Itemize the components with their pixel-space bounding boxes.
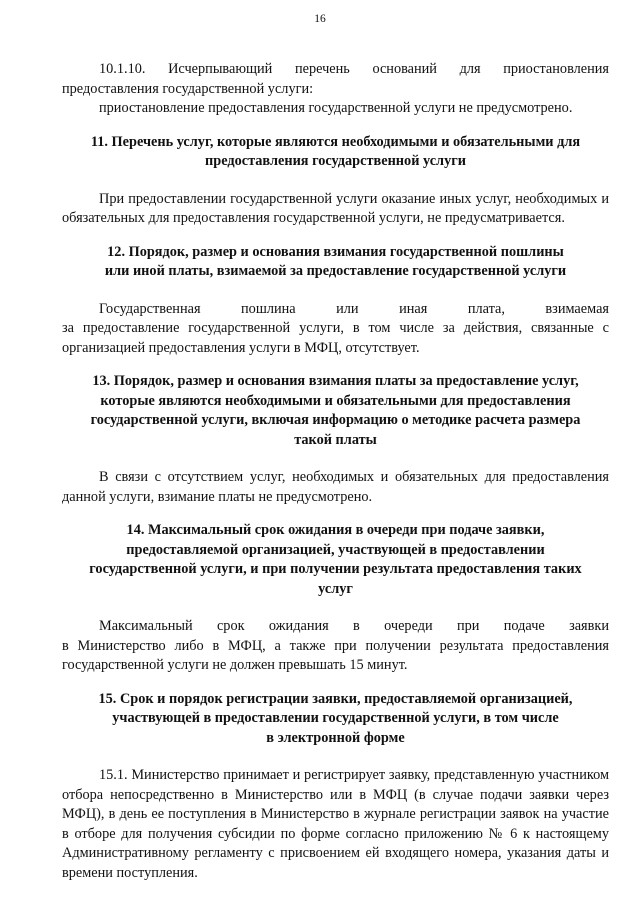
section-12-paragraph-first-line: Государственная пошлина или иная плата, взимаемая bbox=[99, 300, 609, 317]
section-15-heading-line-1: 15. Срок и порядок регистрации заявки, предоставляемой организацией, bbox=[98, 690, 573, 707]
section-14-paragraph-rest: в Министерство либо в МФЦ, а также при получении результата предоставления государственной услуги не должен превышать 15 минут. bbox=[62, 637, 609, 673]
section-15-1-paragraph: 15.1. Министерство принимает и регистрирует заявку, представленную участником отбора непосредственно в Министерство или в МФЦ (в случае подачи заявки через МФЦ), в день ее поступления в Министерство в журнале регистрации заявок на участие в отборе для получения субсидии по форме согласно приложению № 6 к настоящему Административному регламенту с присвоением ей входящего номера, указания даты и времени поступления. bbox=[62, 767, 609, 881]
section-14-heading-line-2: предоставляемой организацией, участвующей в предоставлении bbox=[126, 541, 545, 558]
paragraph-10-1-10-rest: предоставления государственной услуги: bbox=[62, 80, 314, 97]
section-12-heading-line-1: 12. Порядок, размер и основания взимания государственной пошлины bbox=[107, 243, 564, 260]
section-13 bbox=[62, 372, 609, 507]
section-14-heading-line-3: государственной услуги, и при получении результата предоставления таких bbox=[89, 561, 582, 577]
section-14 bbox=[62, 521, 609, 676]
section-12 bbox=[62, 243, 609, 359]
paragraph-10-1-10-first-line: 10.1.10. Исчерпывающий перечень оснований для приостановления bbox=[99, 61, 609, 77]
section-15-heading-line-2: участвующей в предоставлении государственной услуги, в том числе bbox=[112, 710, 559, 726]
section-15-heading-line-3: в электронной форме bbox=[266, 729, 405, 746]
section-11 bbox=[62, 133, 609, 229]
section-10 bbox=[62, 60, 609, 119]
section-11-heading-line-2: предоставления государственной услуги bbox=[205, 153, 466, 169]
section-12-paragraph-rest: за предоставление государственной услуги, в том числе за действия, связанные с организацией предоставления услуги в МФЦ, отсутствует. bbox=[62, 320, 609, 356]
section-14-heading-line-1: 14. Максимальный срок ожидания в очереди при подаче заявки, bbox=[126, 522, 545, 538]
section-15 bbox=[62, 690, 609, 884]
section-11-heading-line-1: 11. Перечень услуг, которые являются необходимыми и обязательными для bbox=[90, 133, 581, 150]
section-13-heading-line-4: такой платы bbox=[294, 431, 377, 448]
section-14-paragraph-first-line: Максимальный срок ожидания в очереди при подаче заявки bbox=[99, 618, 609, 634]
document-body bbox=[62, 60, 609, 883]
section-14-heading-line-4: услуг bbox=[318, 580, 353, 597]
section-12-heading-line-2: или иной платы, взимаемой за предоставление государственной услуги bbox=[104, 263, 567, 279]
section-13-heading-line-2: которые являются необходимыми и обязательными для предоставления bbox=[100, 392, 571, 409]
paragraph-suspension-not-provided: приостановление предоставления государственной услуги не предусмотрено. bbox=[99, 100, 573, 116]
section-13-heading-line-1: 13. Порядок, размер и основания взимания платы за предоставление услуг, bbox=[92, 373, 579, 389]
section-11-paragraph: При предоставлении государственной услуги оказание иных услуг, необходимых и обязательных для предоставления государственной услуги, не предусматривается. bbox=[62, 190, 609, 226]
section-13-paragraph: В связи с отсутствием услуг, необходимых и обязательных для предоставления данной услуги, взимание платы не предусмотрено. bbox=[62, 469, 609, 505]
page-number: 16 bbox=[314, 13, 326, 25]
section-13-heading-line-3: государственной услуги, включая информацию о методике расчета размера bbox=[90, 412, 581, 428]
